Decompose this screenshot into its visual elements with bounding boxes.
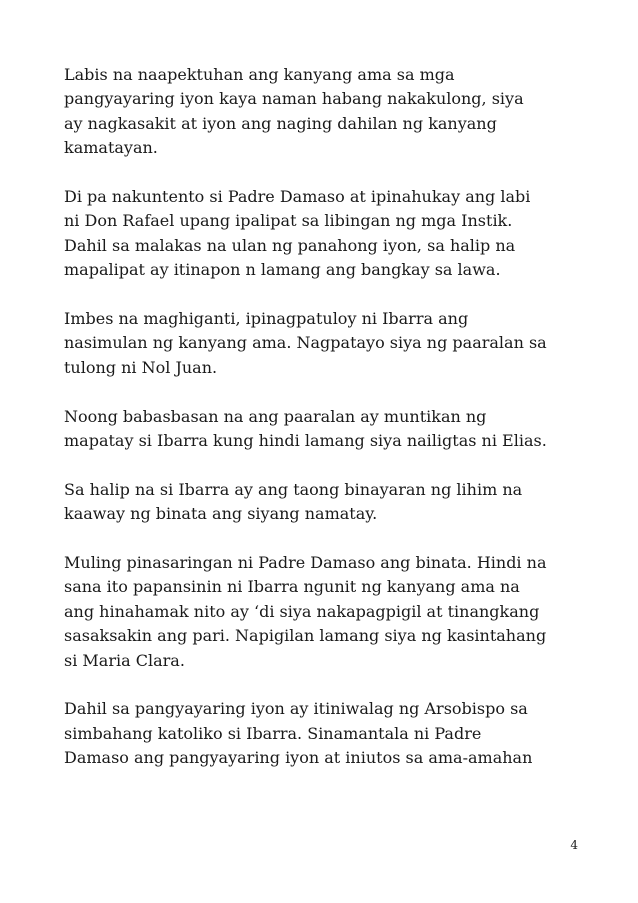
paragraph-6: [64, 551, 584, 673]
text-line: tulong ni Nol Juan.: [64, 357, 218, 377]
paragraph-3: [64, 307, 584, 380]
text-line: Imbes na maghiganti, ipinagpatuloy ni Ibarra ang: [64, 309, 469, 329]
paragraph-5: [64, 478, 584, 527]
paragraph-1: [64, 63, 584, 161]
text-line: ni Don Rafael upang ipalipat sa libingan ng mga Instik.: [64, 211, 513, 231]
text-line: Dahil sa malakas na ulan ng panahong iyon, sa halip na: [64, 235, 516, 255]
text-line: Damaso ang pangyayaring iyon at iniutos sa ama-amahan: [64, 748, 533, 768]
text-line: Di pa nakuntento si Padre Damaso at ipinahukay ang labi: [64, 187, 531, 207]
paragraph-7: [64, 697, 584, 770]
text-line: kaaway ng binata ang siyang namatay.: [64, 504, 378, 524]
text-line: sasaksakin ang pari. Napigilan lamang siya ng kasintahang: [64, 626, 547, 646]
text-line: nasimulan ng kanyang ama. Nagpatayo siya ng paaralan sa: [64, 333, 547, 353]
text-line: si Maria Clara.: [64, 650, 185, 670]
page-number: 4: [570, 838, 578, 852]
paragraph-2: [64, 185, 584, 283]
text-line: ang hinahamak nito ay ‘di siya nakapagpigil at tinangkang: [64, 601, 540, 621]
text-line: Labis na naapektuhan ang kanyang ama sa mga: [64, 65, 455, 84]
text-line: Muling pinasaringan ni Padre Damaso ang binata. Hindi na: [64, 553, 547, 573]
text-line: ay nagkasakit at iyon ang naging dahilan ng kanyang: [64, 113, 497, 133]
text-line: Noong babasbasan na ang paaralan ay muntikan ng: [64, 406, 487, 426]
text-line: sana ito papansinin ni Ibarra ngunit ng kanyang ama na: [64, 577, 520, 597]
text-line: simbahang katoliko si Ibarra. Sinamantala ni Padre: [64, 723, 482, 743]
text-line: pangyayaring iyon kaya naman habang nakakulong, siya: [64, 89, 524, 109]
paragraph-4: [64, 405, 584, 454]
text-line: mapalipat ay itinapon n lamang ang bangkay sa lawa.: [64, 260, 501, 280]
text-line: kamatayan.: [64, 138, 158, 158]
text-line: Dahil sa pangyayaring iyon ay itiniwalag ng Arsobispo sa: [64, 699, 528, 719]
text-line: mapatay si Ibarra kung hindi lamang siya nailigtas ni Elias.: [64, 431, 547, 451]
body-text: [64, 63, 584, 771]
text-line: Sa halip na si Ibarra ay ang taong binayaran ng lihim na: [64, 479, 523, 499]
